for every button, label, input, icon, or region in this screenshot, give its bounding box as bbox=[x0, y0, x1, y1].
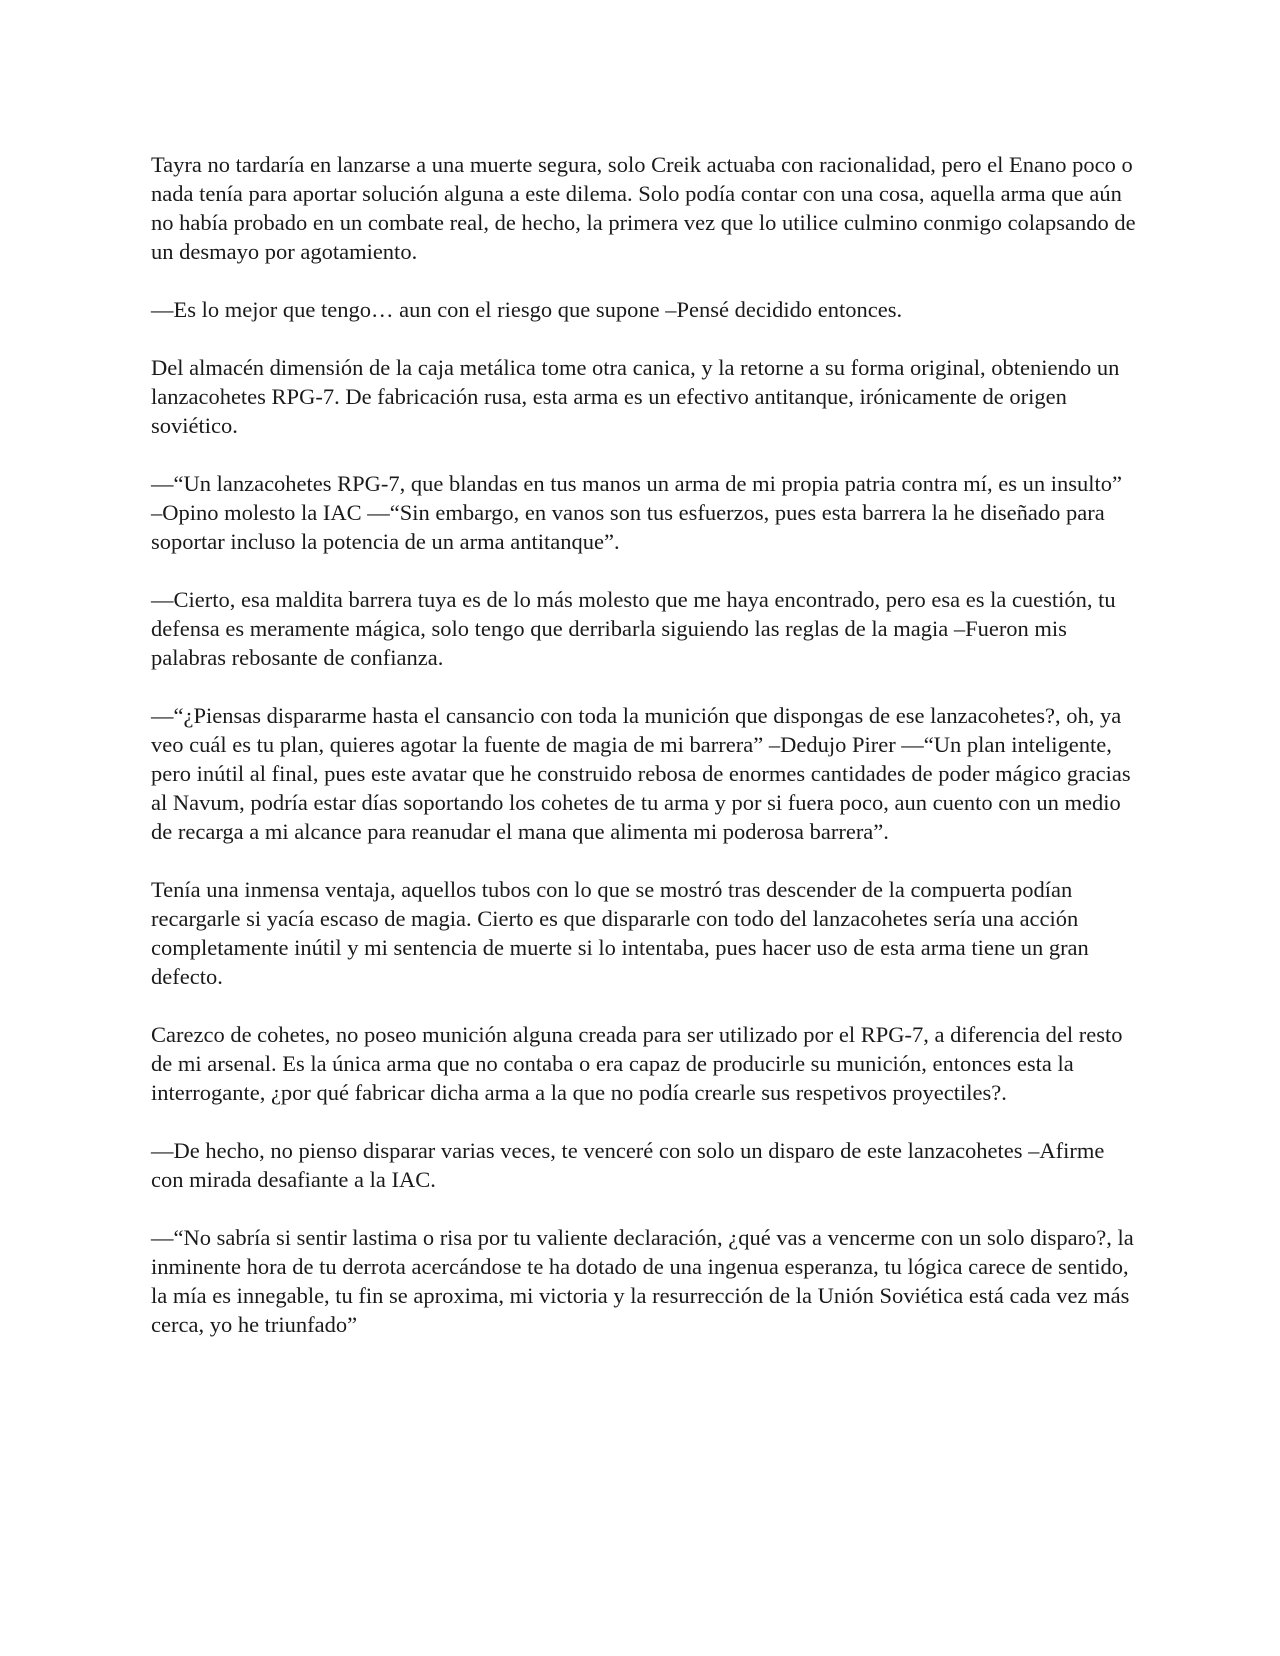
paragraph: —“¿Piensas dispararme hasta el cansancio con toda la munición que dispongas de ese lanzacohetes?, oh, ya veo cuál es tu plan, quieres agotar la fuente de magia de mi barrera” –Dedujo Pirer —“Un plan inteligente, pero inútil al final, pues este avatar que he construido rebosa de enormes cantidades de poder mágico gracias al Navum, podría estar días soportando los cohetes de tu arma y por si fuera poco, aun cuento con un medio de recarga a mi alcance para reanudar el mana que alimenta mi poderosa barrera”. bbox=[151, 703, 1131, 844]
paragraph: —Cierto, esa maldita barrera tuya es de lo más molesto que me haya encontrado, pero esa es la cuestión, tu defensa es meramente mágica, solo tengo que derribarla siguiendo las reglas de la magia –Fueron mis palabras rebosante de confianza. bbox=[151, 587, 1116, 670]
paragraph: —Es lo mejor que tengo… aun con el riesgo que supone –Pensé decidido entonces. bbox=[151, 297, 903, 322]
paragraph: Del almacén dimensión de la caja metálica tome otra canica, y la retorne a su forma original, obteniendo un lanzacohetes RPG-7. De fabricación rusa, esta arma es un efectivo antitanque, irónicamente de origen soviético. bbox=[151, 355, 1120, 438]
paragraph: —De hecho, no pienso disparar varias veces, te venceré con solo un disparo de este lanzacohetes –Afirme con mirada desafiante a la IAC. bbox=[151, 1138, 1105, 1192]
document-body bbox=[151, 150, 1136, 1368]
paragraph: —“Un lanzacohetes RPG-7, que blandas en tus manos un arma de mi propia patria contra mí, es un insulto” –Opino molesto la IAC —“Sin embargo, en vanos son tus esfuerzos, pues esta barrera la he diseñado para soportar incluso la potencia de un arma antitanque”. bbox=[151, 471, 1122, 554]
paragraph: Tenía una inmensa ventaja, aquellos tubos con lo que se mostró tras descender de la compuerta podían recargarle si yacía escaso de magia. Cierto es que dispararle con todo del lanzacohetes sería una acción completamente inútil y mi sentencia de muerte si lo intentaba, pues hacer uso de esta arma tiene un gran defecto. bbox=[151, 877, 1089, 989]
paragraph: Carezco de cohetes, no poseo munición alguna creada para ser utilizado por el RPG-7, a diferencia del resto de mi arsenal. Es la única arma que no contaba o era capaz de producirle su munición, entonces esta la interrogante, ¿por qué fabricar dicha arma a la que no podía crearle sus respetivos proyectiles?. bbox=[151, 1022, 1123, 1105]
paragraph: —“No sabría si sentir lastima o risa por tu valiente declaración, ¿qué vas a vencerme con un solo disparo?, la inminente hora de tu derrota acercándose te ha dotado de una ingenua esperanza, tu lógica carece de sentido, la mía es innegable, tu fin se aproxima, mi victoria y la resurrección de la Unión Soviética está cada vez más cerca, yo he triunfado” bbox=[151, 1225, 1134, 1337]
paragraph: Tayra no tardaría en lanzarse a una muerte segura, solo Creik actuaba con racionalidad, pero el Enano poco o nada tenía para aportar solución alguna a este dilema. Solo podía contar con una cosa, aquella arma que aún no había probado en un combate real, de hecho, la primera vez que lo utilice culmino conmigo colapsando de un desmayo por agotamiento. bbox=[151, 152, 1136, 264]
